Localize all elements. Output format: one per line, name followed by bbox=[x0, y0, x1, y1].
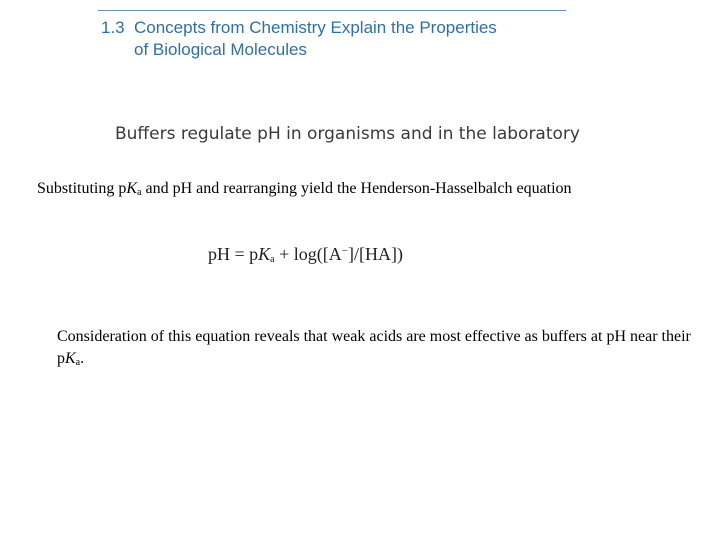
para2-post: . bbox=[80, 350, 85, 367]
para2-k: K bbox=[65, 350, 76, 367]
para2-pre: Consideration of this equation reveals that weak acids are most effective as buffers at pH near their p bbox=[57, 328, 691, 367]
para1-sub: a bbox=[137, 187, 142, 198]
eq-lhs: pH = p bbox=[208, 244, 259, 264]
eq-mid: + log([A bbox=[274, 244, 342, 264]
eq-k: K bbox=[258, 244, 271, 264]
section-heading bbox=[101, 17, 497, 61]
para1-post: and pH and rearranging yield the Henderson-Hasselbalch equation bbox=[141, 180, 572, 197]
eq-sup: − bbox=[341, 245, 348, 257]
eq-sub: a bbox=[270, 254, 275, 265]
section-title-line1: Concepts from Chemistry Explain the Properties bbox=[134, 18, 497, 37]
section-number: 1.3 bbox=[101, 18, 125, 37]
para1-k: K bbox=[126, 180, 138, 197]
para2-sub: a bbox=[75, 357, 81, 368]
subheading: Buffers regulate pH in organisms and in the laboratory bbox=[115, 124, 580, 144]
para1-pre: Substituting p bbox=[37, 180, 127, 197]
section-title-line2: of Biological Molecules bbox=[134, 40, 307, 59]
paragraph-intro bbox=[37, 178, 572, 200]
eq-end: ]/[HA]) bbox=[347, 244, 403, 264]
header-rule bbox=[98, 10, 566, 11]
paragraph-conclusion bbox=[57, 326, 707, 370]
henderson-hasselbalch-equation bbox=[208, 241, 403, 267]
